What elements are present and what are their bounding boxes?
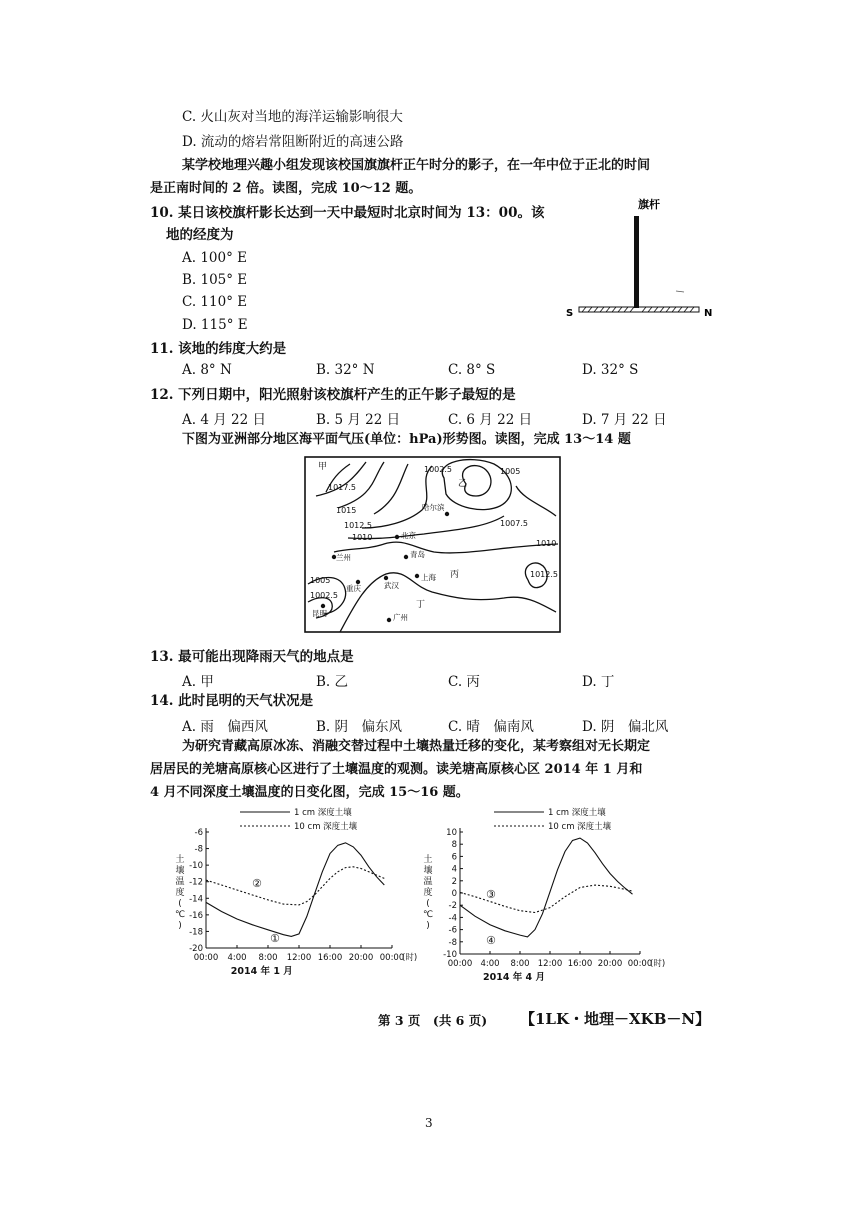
- y-tick-label: -8: [448, 937, 457, 948]
- q13-option-d: D. 丁: [582, 674, 615, 690]
- y-tick-label: 0: [451, 889, 457, 899]
- q11-option-b: B. 32° N: [316, 362, 375, 378]
- q12-option-a: A. 4 月 22 日: [182, 412, 266, 428]
- q11-option-c: C. 8° S: [448, 362, 496, 378]
- isobar-label: 1012.5: [530, 570, 558, 579]
- intro-soil-line3: 4 月不同深度土壤温度的日变化图，完成 15～16 题。: [150, 785, 469, 800]
- x-tick-label: 16:00: [567, 959, 593, 969]
- x-tick-label: 00:00: [193, 953, 219, 963]
- y-axis-label-char: ): [426, 921, 430, 931]
- intro-soil-line2: 居居民的羌塘高原核心区进行了土壤温度的观测。读羌塘高原核心区 2014 年 1 月和: [150, 762, 643, 777]
- x-tick-label: 4:00: [480, 959, 500, 969]
- chart-title: 2014 年 1 月: [230, 966, 293, 977]
- y-axis-label-char: 温: [175, 877, 185, 887]
- point-yi: 乙: [458, 479, 468, 489]
- isobar-label: 1012.5: [344, 521, 372, 530]
- y-axis-label-char: 土: [175, 855, 185, 865]
- point-jia: 甲: [318, 462, 328, 472]
- city-qingdao: 青岛: [410, 550, 425, 559]
- q12-option-c: C. 6 月 22 日: [448, 412, 533, 428]
- chart-title: 2014 年 4 月: [483, 972, 545, 983]
- point-bing: 丙: [450, 570, 460, 580]
- city-shanghai: 上海: [421, 573, 436, 582]
- y-axis-label-char: (: [178, 899, 182, 909]
- flagpole-pole: [634, 216, 639, 308]
- page-indicator: 第 3 页 (共 6 页): [378, 1013, 488, 1028]
- y-tick-label: -6: [448, 925, 457, 936]
- x-tick-label: 12:00: [286, 953, 312, 963]
- q11-stem: 11. 该地的纬度大约是: [150, 341, 287, 357]
- x-tick-label: 00:00: [379, 953, 405, 963]
- q11-option-a: A. 8° N: [182, 362, 232, 378]
- y-tick-label: -8: [194, 844, 203, 855]
- y-axis-label-char: 度: [175, 888, 185, 898]
- city-harbin: 哈尔滨: [422, 503, 445, 512]
- legend-label: 10 cm 深度土壤: [294, 822, 358, 832]
- x-tick-label: 00:00: [627, 959, 653, 969]
- x-tick-label: 00:00: [447, 959, 473, 969]
- y-tick-label: -12: [189, 877, 203, 888]
- city-wuhan: 武汉: [384, 581, 399, 590]
- y-axis-label-char: ℃: [174, 910, 186, 920]
- x-tick-label: 12:00: [537, 959, 563, 969]
- q10-option-d: D. 115° E: [182, 317, 248, 333]
- q12-option-b: B. 5 月 22 日: [316, 412, 401, 428]
- q10-stem-line1: 10. 某日该校旗杆影长达到一天中最短时北京时间为 13：00。该: [150, 205, 545, 221]
- city-kunming: 昆明: [312, 609, 327, 618]
- x-axis-unit: (时): [402, 953, 418, 963]
- y-tick-label: -2: [448, 901, 457, 912]
- legend-label: 1 cm 深度土壤: [294, 808, 352, 818]
- q11-option-d: D. 32° S: [582, 362, 639, 378]
- y-tick-label: -20: [189, 944, 203, 954]
- y-axis-label-char: (: [426, 899, 430, 909]
- y-axis-label-char: 壤: [423, 866, 433, 876]
- paper-code: 【1LK・地理－XKB－N】: [520, 1010, 711, 1028]
- x-tick-label: 20:00: [597, 959, 623, 969]
- y-axis-label-char: 土: [423, 855, 433, 865]
- y-tick-label: -14: [189, 894, 203, 905]
- city-guangzhou: 广州: [393, 613, 408, 622]
- q14-stem: 14. 此时昆明的天气状况是: [150, 693, 314, 709]
- isobar-label: 1007.5: [500, 519, 528, 528]
- city-chongqing: 重庆: [346, 584, 361, 593]
- isobar-label: 1005: [310, 576, 331, 585]
- q12-option-d: D. 7 月 22 日: [582, 412, 667, 428]
- y-tick-label: -10: [189, 861, 203, 872]
- x-tick-label: 4:00: [227, 953, 247, 963]
- series-line-10cm: [206, 867, 384, 905]
- south-label: S: [566, 308, 574, 319]
- y-axis-label-char: 壤: [175, 866, 185, 876]
- curve-annotation: ④: [486, 934, 496, 947]
- intro-flagpole-line1: 某学校地理兴趣小组发现该校国旗旗杆正午时分的影子，在一年中位于正北的时间: [182, 158, 651, 173]
- soil-chart-april: [420, 802, 682, 990]
- isobar-label: 1010: [536, 539, 557, 548]
- isobar-label: 1002.5: [310, 591, 338, 600]
- q14-option-c: C. 晴 偏南风: [448, 719, 534, 735]
- x-tick-label: 20:00: [348, 953, 374, 963]
- north-label: N: [704, 308, 713, 319]
- isobar-label: 1015: [336, 506, 357, 515]
- flagpole-label: 旗杆: [638, 198, 660, 211]
- q10-stem-line2: 地的经度为: [166, 227, 234, 243]
- isobar-label: 1017.5: [328, 483, 356, 492]
- legend-label: 1 cm 深度土壤: [548, 808, 606, 818]
- y-axis-label-char: ): [178, 921, 182, 931]
- series-line-1cm: [206, 843, 384, 937]
- intro-flagpole-line2: 是正南时间的 2 倍。读图，完成 10～12 题。: [150, 181, 422, 196]
- y-tick-label: 6: [451, 852, 457, 863]
- q14-option-d: D. 阴 偏北风: [582, 719, 669, 735]
- y-tick-label: -16: [189, 910, 203, 921]
- q13-option-a: A. 甲: [182, 674, 214, 690]
- pressure-map: [304, 456, 561, 633]
- q12-stem: 12. 下列日期中，阳光照射该校旗杆产生的正午影子最短的是: [150, 387, 516, 403]
- y-tick-label: -10: [443, 950, 457, 960]
- q10-option-c: C. 110° E: [182, 294, 248, 310]
- flagpole-figure: [560, 196, 730, 322]
- y-axis-label-char: ℃: [422, 910, 434, 920]
- y-tick-label: 8: [451, 840, 457, 851]
- isobar-label: 1002.5: [424, 465, 452, 474]
- q9-option-c: C. 火山灰对当地的海洋运输影响很大: [182, 109, 403, 125]
- y-tick-label: -6: [194, 828, 203, 838]
- y-tick-label: 4: [451, 864, 457, 875]
- intro-soil-line1: 为研究青藏高原冰冻、消融交替过程中土壤热量迁移的变化，某考察组对无长期定: [182, 739, 651, 754]
- y-tick-label: -18: [189, 927, 203, 938]
- isobar-label: 1005: [500, 467, 521, 476]
- q13-stem: 13. 最可能出现降雨天气的地点是: [150, 649, 354, 665]
- x-tick-label: 8:00: [258, 953, 278, 963]
- point-ding: 丁: [416, 600, 426, 610]
- x-axis-unit: (时): [650, 959, 666, 969]
- city-beijing: 北京: [401, 531, 416, 540]
- soil-chart-january: [172, 802, 432, 990]
- y-tick-label: 2: [451, 876, 457, 887]
- y-tick-label: 10: [446, 828, 457, 838]
- x-tick-label: 16:00: [317, 953, 343, 963]
- page-number: 3: [425, 1116, 433, 1130]
- q13-option-b: B. 乙: [316, 674, 349, 690]
- q9-option-d: D. 流动的熔岩常阻断附近的高速公路: [182, 134, 404, 150]
- x-tick-label: 8:00: [510, 959, 530, 969]
- curve-annotation: ①: [270, 932, 280, 945]
- q10-option-a: A. 100° E: [182, 250, 247, 266]
- city-lanzhou: 兰州: [336, 553, 351, 562]
- q14-option-a: A. 雨 偏西风: [182, 719, 268, 735]
- y-tick-label: -4: [448, 913, 457, 924]
- legend-label: 10 cm 深度土壤: [548, 822, 612, 832]
- intro-pressure-map: 下图为亚洲部分地区海平面气压(单位：hPa)形势图。读图，完成 13～14 题: [182, 432, 631, 447]
- y-axis-label-char: 度: [423, 888, 433, 898]
- q13-option-c: C. 丙: [448, 674, 480, 690]
- q10-option-b: B. 105° E: [182, 272, 248, 288]
- isobar-label: 1010: [352, 533, 373, 542]
- curve-annotation: ③: [486, 888, 496, 901]
- curve-annotation: ②: [252, 877, 262, 890]
- q14-option-b: B. 阴 偏东风: [316, 719, 403, 735]
- y-axis-label-char: 温: [423, 877, 433, 887]
